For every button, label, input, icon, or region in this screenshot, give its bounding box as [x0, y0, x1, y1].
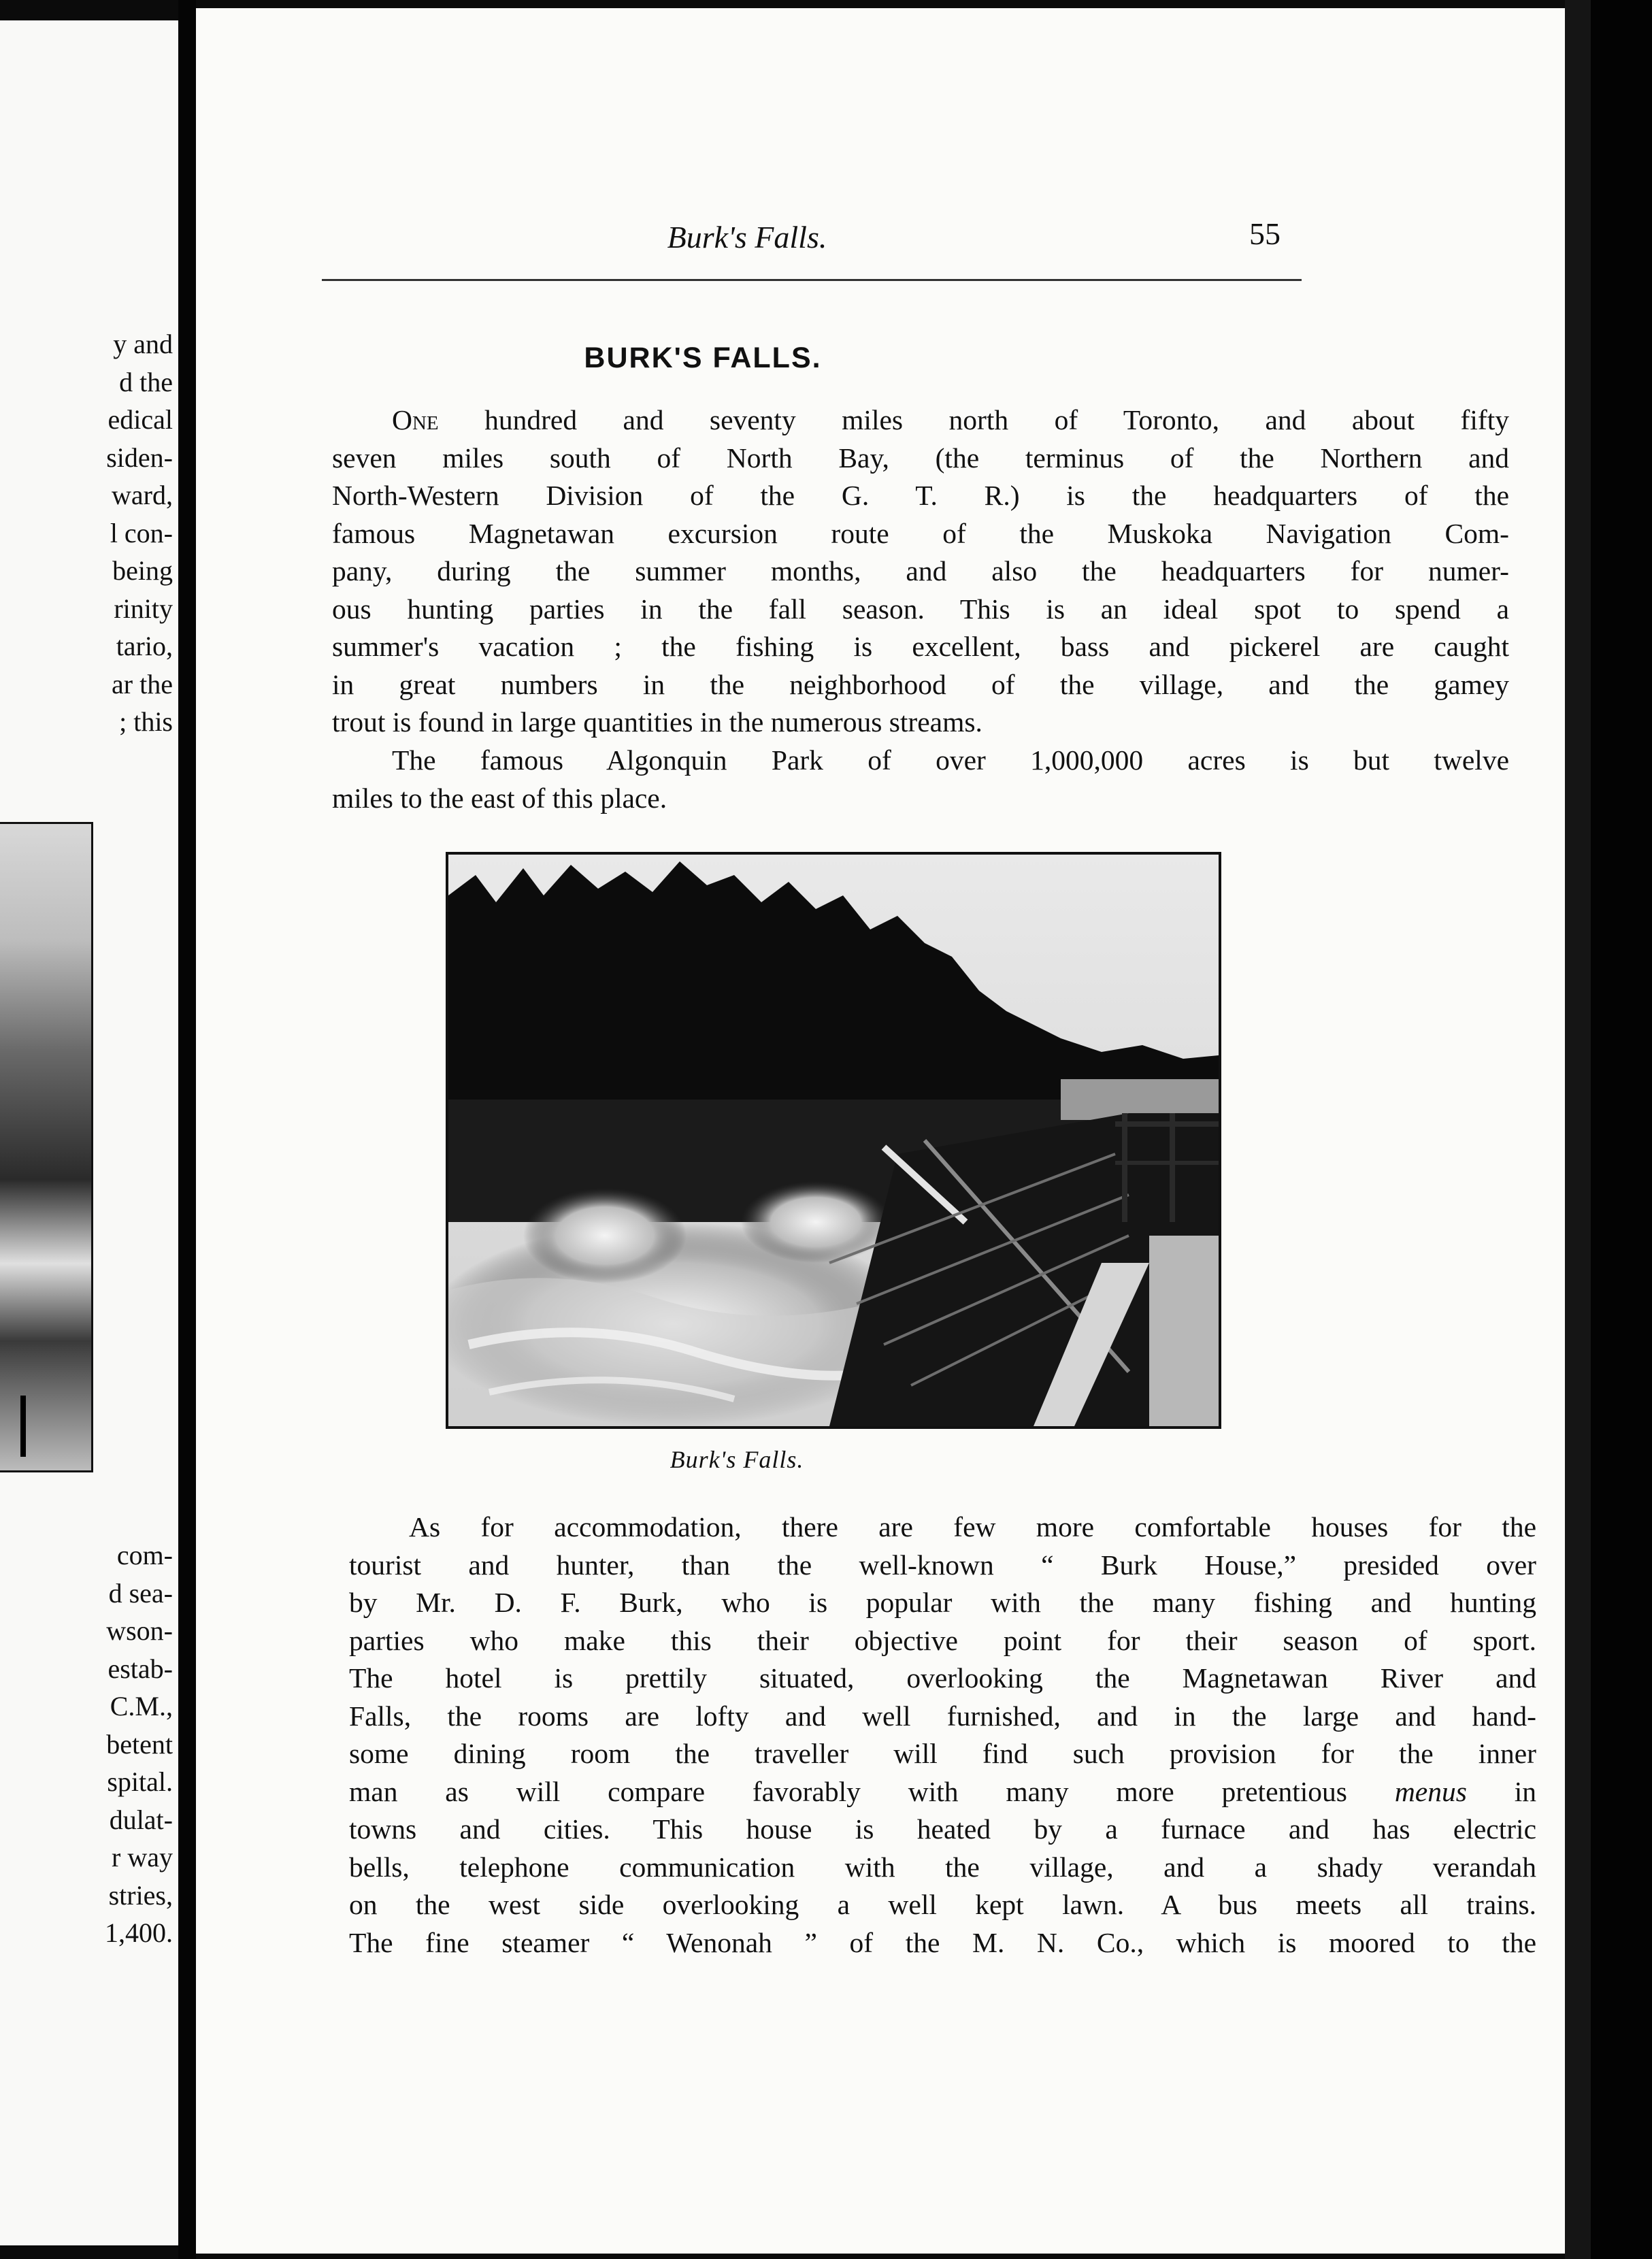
- page-number: 55: [1249, 216, 1281, 251]
- left-page-line: wson-: [106, 1615, 173, 1646]
- text-line: North-Western Division of the G. T. R.) is the headquarters of the: [332, 480, 1509, 511]
- left-page-line: 1,400.: [105, 1917, 173, 1948]
- paragraph-2: [332, 742, 1509, 817]
- left-page-line: ward,: [112, 480, 173, 510]
- text-line: famous Magnetawan excursion route of the Muskoka Navigation Com-: [332, 517, 1509, 549]
- left-page-line: d the: [119, 366, 173, 397]
- left-page-line: stries,: [108, 1879, 173, 1911]
- book-gutter: [178, 0, 196, 2259]
- left-page-top-text: [106, 325, 173, 741]
- header-rule: [322, 279, 1302, 281]
- left-page-photo: [0, 822, 93, 1472]
- left-page-line: r way: [112, 1842, 173, 1873]
- photo-caption: Burk's Falls.: [670, 1446, 804, 1473]
- paragraph-3: [349, 1508, 1536, 1962]
- left-page-line: y and: [113, 329, 173, 359]
- text-line: parties who make this their objective point for their season of sport.: [349, 1624, 1536, 1656]
- text-line: Falls, the rooms are lofty and well furnished, and in the large and hand-: [349, 1700, 1536, 1732]
- text-line: The hotel is prettily situated, overlooking the Magnetawan River and: [349, 1662, 1536, 1694]
- left-page-line: siden-: [106, 442, 173, 473]
- left-page-line: C.M.,: [110, 1691, 173, 1721]
- page-edge: [1565, 0, 1591, 2259]
- text-line: ous hunting parties in the fall season. This is an ideal spot to spend a: [332, 593, 1509, 625]
- left-page-line: being: [112, 555, 173, 586]
- left-page-line: l con-: [110, 517, 173, 548]
- text-line: man as will compare favorably with many more pretentious menus in: [349, 1775, 1536, 1807]
- text-line: seven miles south of North Bay, (the terminus of the Northern and: [332, 442, 1509, 474]
- scan-border: [1591, 0, 1652, 2259]
- text-line: As for accommodation, there are few more comfortable houses for the: [409, 1511, 1536, 1543]
- text-line: tourist and hunter, than the well-known “ Burk House,” presided over: [349, 1549, 1536, 1581]
- left-page-line: estab-: [108, 1653, 173, 1684]
- running-head: Burk's Falls.: [667, 220, 827, 254]
- lead-word: One: [392, 404, 439, 435]
- text-line: towns and cities. This house is heated by a furnace and has electric: [349, 1813, 1536, 1845]
- left-facing-page: [0, 20, 178, 2245]
- left-page-line: com-: [116, 1540, 173, 1570]
- left-page-line: rinity: [114, 593, 173, 624]
- text-line: trout is found in large quantities in the numerous streams.: [332, 706, 982, 738]
- left-page-line: tario,: [116, 631, 173, 661]
- falls-photograph: [446, 852, 1221, 1429]
- text-line-rest: hundred and seventy miles north of Toronto, and about fifty: [438, 404, 1509, 435]
- text-line: some dining room the traveller will find such provision for the inner: [349, 1738, 1536, 1769]
- left-page-line: d sea-: [108, 1577, 173, 1609]
- section-title: BURK'S FALLS.: [584, 342, 822, 374]
- text-line: miles to the east of this place.: [332, 782, 667, 814]
- paragraph-1: [332, 401, 1509, 742]
- text-line: by Mr. D. F. Burk, who is popular with the many fishing and hunting: [349, 1587, 1536, 1618]
- left-page-bottom-text: [105, 1536, 173, 1952]
- text-line: pany, during the summer months, and also the headquarters for numer-: [332, 555, 1509, 587]
- text-line: The famous Algonquin Park of over 1,000,000 acres is but twelve: [392, 744, 1509, 776]
- page-55: [196, 8, 1565, 2254]
- text-line: [332, 401, 1509, 440]
- left-page-line: edical: [108, 404, 173, 435]
- left-page-line: spital.: [107, 1766, 173, 1797]
- left-page-line: dulat-: [109, 1804, 173, 1835]
- text-line: on the west side overlooking a well kept lawn. A bus meets all trains.: [349, 1889, 1536, 1920]
- text-line: bells, telephone communication with the village, and a shady verandah: [349, 1851, 1536, 1883]
- text-line: The fine steamer “ Wenonah ” of the M. N. Co., which is moored to the: [349, 1926, 1536, 1958]
- text-line: in great numbers in the neighborhood of the village, and the gamey: [332, 668, 1509, 700]
- left-page-line: ; this: [119, 706, 173, 737]
- left-page-line: betent: [106, 1728, 173, 1760]
- left-page-line: ar the: [112, 668, 173, 699]
- text-line: summer's vacation ; the fishing is excellent, bass and pickerel are caught: [332, 631, 1509, 662]
